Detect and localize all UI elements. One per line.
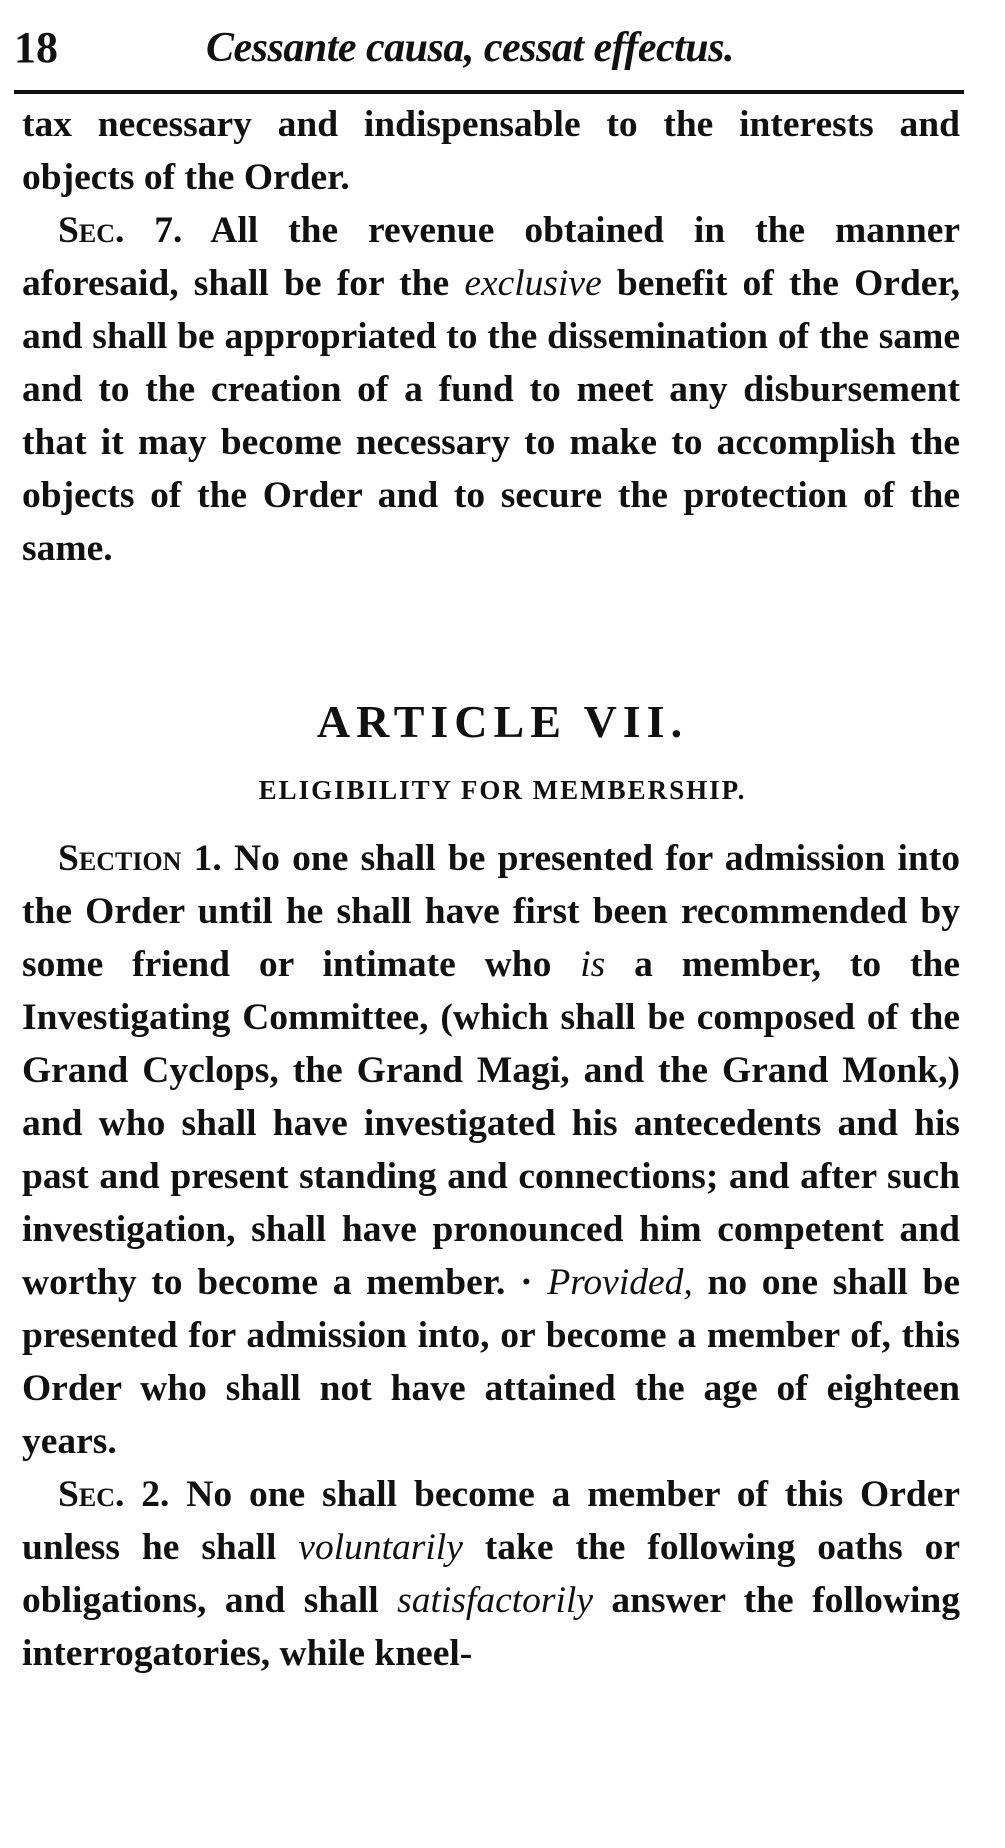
running-title: Cessante causa, cessat effectus.	[206, 25, 735, 71]
article-subheading: ELIGIBILITY FOR MEMBERSHIP.	[258, 775, 747, 805]
sec-2-emphasis-satisfactorily: satisfactorily	[397, 1580, 593, 1621]
sec-2-paragraph	[22, 1468, 960, 1680]
section-1-text-2: a member, to the Investigating Committee, (which shall be composed of the Grand Cyclops, the Grand Magi, and the Grand Monk,) and who shall have investigated his antecedents and his past and present standing and connections; and after such investigation, shall have pronounced him competent and worthy to become a member. ·	[22, 944, 960, 1303]
sec-2-label: Sec. 2.	[58, 1474, 170, 1515]
upper-text-block	[22, 98, 960, 575]
section-1-text-3: no one shall be presented for admission into, or become a member of, this Order who shall not have attained the age of eighteen years.	[22, 1262, 961, 1462]
continuation-text: tax necessary and indispensable to the interests and objects of the Order.	[22, 104, 960, 198]
sec-2-emphasis-voluntarily: voluntarily	[298, 1527, 463, 1568]
sec-7-text-after: benefit of the Order, and shall be appropriated to the dissemination of the same and to the creation of a fund to meet any disbursement that it may become necessary to make to accomplish the objects of the Order and to secure the protection of the same.	[22, 263, 961, 569]
sec-7-emphasis: exclusive	[464, 263, 602, 304]
lower-text-block	[22, 832, 960, 1680]
continuation-paragraph	[22, 98, 960, 204]
sec-2-text-2: take the following oaths or obligations, and shall	[22, 1527, 961, 1621]
section-1-emphasis-is: is	[580, 944, 606, 985]
section-1-label: Section 1.	[58, 838, 222, 879]
sec-2-text-3: answer the following interrogatories, while kneel-	[22, 1580, 961, 1674]
section-1-text-1: No one shall be presented for admission into the Order until he shall have first been recommended by some friend or intimate who	[22, 838, 961, 985]
page-number: 18	[14, 23, 58, 72]
section-1-emphasis-provided: Provided,	[547, 1262, 693, 1303]
sec-2-text-1: No one shall become a member of this Order unless he shall	[22, 1474, 960, 1568]
sec-7-paragraph	[22, 204, 960, 575]
header-rule	[14, 90, 964, 94]
article-heading: ARTICLE VII.	[316, 696, 689, 747]
running-head	[14, 18, 964, 78]
sec-7-label: Sec. 7.	[58, 210, 183, 251]
section-1-paragraph	[22, 832, 960, 1468]
sec-7-text-before: All the revenue obtained in the manner aforesaid, shall be for the	[22, 210, 960, 304]
